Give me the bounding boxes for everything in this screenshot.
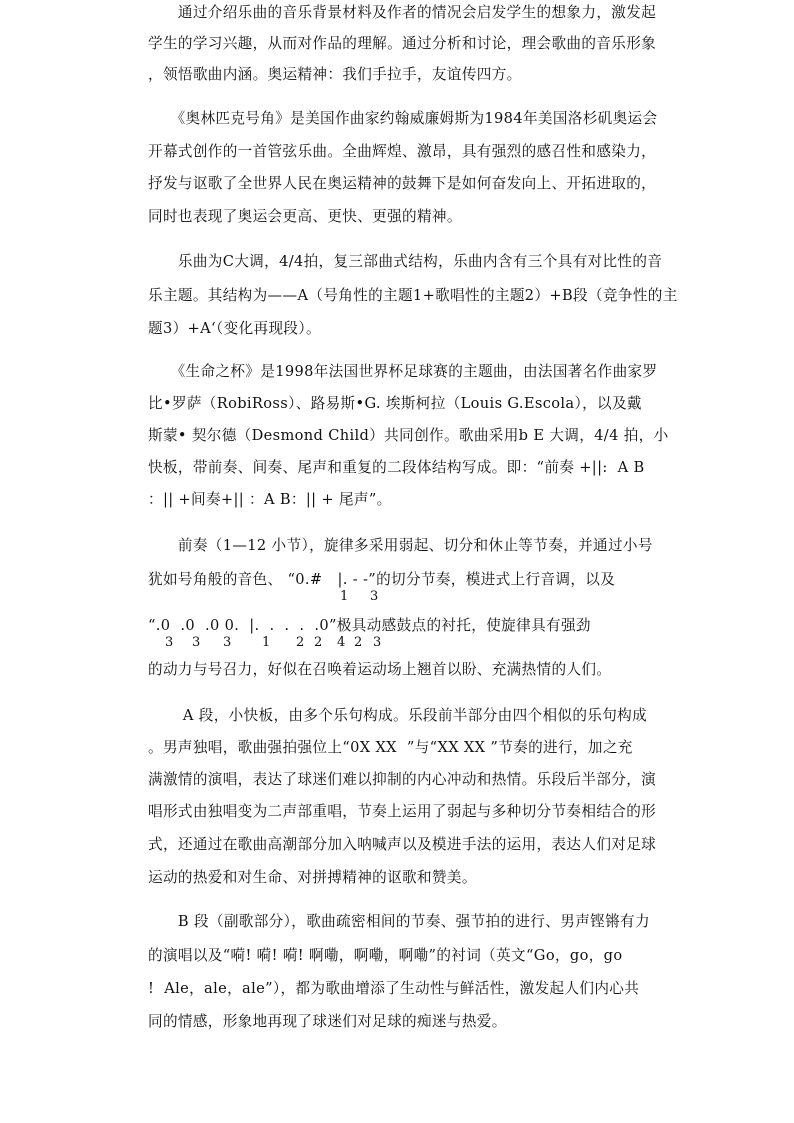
notation-subscript: 2 <box>296 635 305 650</box>
text-line: 学生的学习兴趣，从而对作品的理解。通过分析和讨论，理会歌曲的音乐形象 <box>148 35 657 52</box>
text-line: 唱形式由独唱变为二声部重唱，节奏上运用了弱起与多种切分节奏相结合的形 <box>148 803 657 820</box>
notation-subscript: 3 <box>370 589 379 604</box>
text-line: 比•罗萨（RobiRoss）、路易斯•G. 埃斯柯拉（Louis G.Escola），以及戴 <box>148 395 642 412</box>
text-line: ! Ale，ale，ale”），都为歌曲增添了生动性与鲜活性，激发起人们内心共 <box>148 980 640 997</box>
text-line: A 段，小快板，由多个乐句构成。乐段前半部分由四个相似的乐句构成 <box>148 707 648 724</box>
text-line: 犹如号角般的音色、 “0.# |. - -”的切分节奏，模进式上行音调，以及 <box>148 571 616 588</box>
text-line: 通过介绍乐曲的音乐背景材料及作者的情况会启发学生的想象力，激发起 <box>148 4 657 21</box>
notation-subscript: 3 <box>223 635 232 650</box>
text-line: 。男声独唱，歌曲强拍强位上“0X XX ”与“XX XX ”节奏的进行，加之充 <box>148 739 633 756</box>
notation-subscript: 1 <box>340 589 349 604</box>
text-line: 《奥林匹克号角》是美国作曲家约翰威廉姆斯为1984年美国洛杉矶奥运会 <box>148 110 658 127</box>
text-line: 抒发与讴歌了全世界人民在奥运精神的鼓舞下是如何奋发向上、开拓进取的， <box>148 175 657 192</box>
text-line: 乐曲为C大调，4/4拍，复三部曲式结构，乐曲内含有三个具有对比性的音 <box>148 253 663 270</box>
text-line: 的演唱以及“嗬! 嗬! 嗬! 啊嘞，啊嘞，啊嘞”的衬词（英文“Go，go，go <box>148 947 623 964</box>
text-line: ：|| +间奏+|| ：A B：|| + 尾声”。 <box>148 491 392 508</box>
notation-subscript: 1 <box>262 635 271 650</box>
text-line: 运动的热爱和对生命、对拼搏精神的讴歌和赞美。 <box>148 869 477 886</box>
text-line: 的动力与号召力，好似在召唤着运动场上翘首以盼、充满热情的人们。 <box>148 661 612 678</box>
text-line: 前奏（1—12 小节），旋律多采用弱起、切分和休止等节奏，并通过小号 <box>148 537 653 554</box>
text-line: B 段（副歌部分），歌曲疏密相间的节奏、强节拍的进行、男声铿锵有力 <box>148 913 650 930</box>
text-line: ，领悟歌曲内涵。奥运精神：我们手拉手，友谊传四方。 <box>148 66 522 83</box>
text-line: 满激情的演唱，表达了球迷们难以抑制的内心冲动和热情。乐段后半部分，演 <box>148 771 657 788</box>
text-line: 式，还通过在歌曲高潮部分加入呐喊声以及模进手法的运用，表达人们对足球 <box>148 836 657 853</box>
text-line: 开幕式创作的一首管弦乐曲。全曲辉煌、激昂，具有强烈的感召性和感染力， <box>148 143 657 160</box>
text-line: 快板，带前奏、间奏、尾声和重复的二段体结构写成。即：“前奏 +||: A B <box>148 459 645 476</box>
text-line: 题3）+A‘（变化再现段）。 <box>148 320 321 337</box>
notation-subscript: 3 <box>192 635 201 650</box>
text-line: 同时也表现了奥运会更高、更快、更强的精神。 <box>148 208 462 225</box>
text-line: 乐主题。其结构为——A（号角性的主题1+歌唱性的主题2）+B段（竞争性的主 <box>148 287 678 304</box>
notation-subscript: 3 <box>165 635 174 650</box>
text-line: 同的情感，形象地再现了球迷们对足球的痴迷与热爱。 <box>148 1013 507 1030</box>
notation-subscript: 2 <box>354 635 363 650</box>
notation-subscript: 4 <box>337 635 346 650</box>
notation-subscript: 3 <box>373 635 382 650</box>
text-line: 斯蒙• 契尔德（Desmond Child）共同创作。歌曲采用b E 大调，4/4 拍，小 <box>148 427 669 444</box>
text-line: “.0 .0 .0 0. |. . . . .0”极具动感鼓点的衬托，使旋律具有强劲 <box>148 617 591 634</box>
text-line: 《生命之杯》是1998年法国世界杯足球赛的主题曲，由法国著名作曲家罗 <box>148 363 658 380</box>
notation-subscript: 2 <box>314 635 323 650</box>
